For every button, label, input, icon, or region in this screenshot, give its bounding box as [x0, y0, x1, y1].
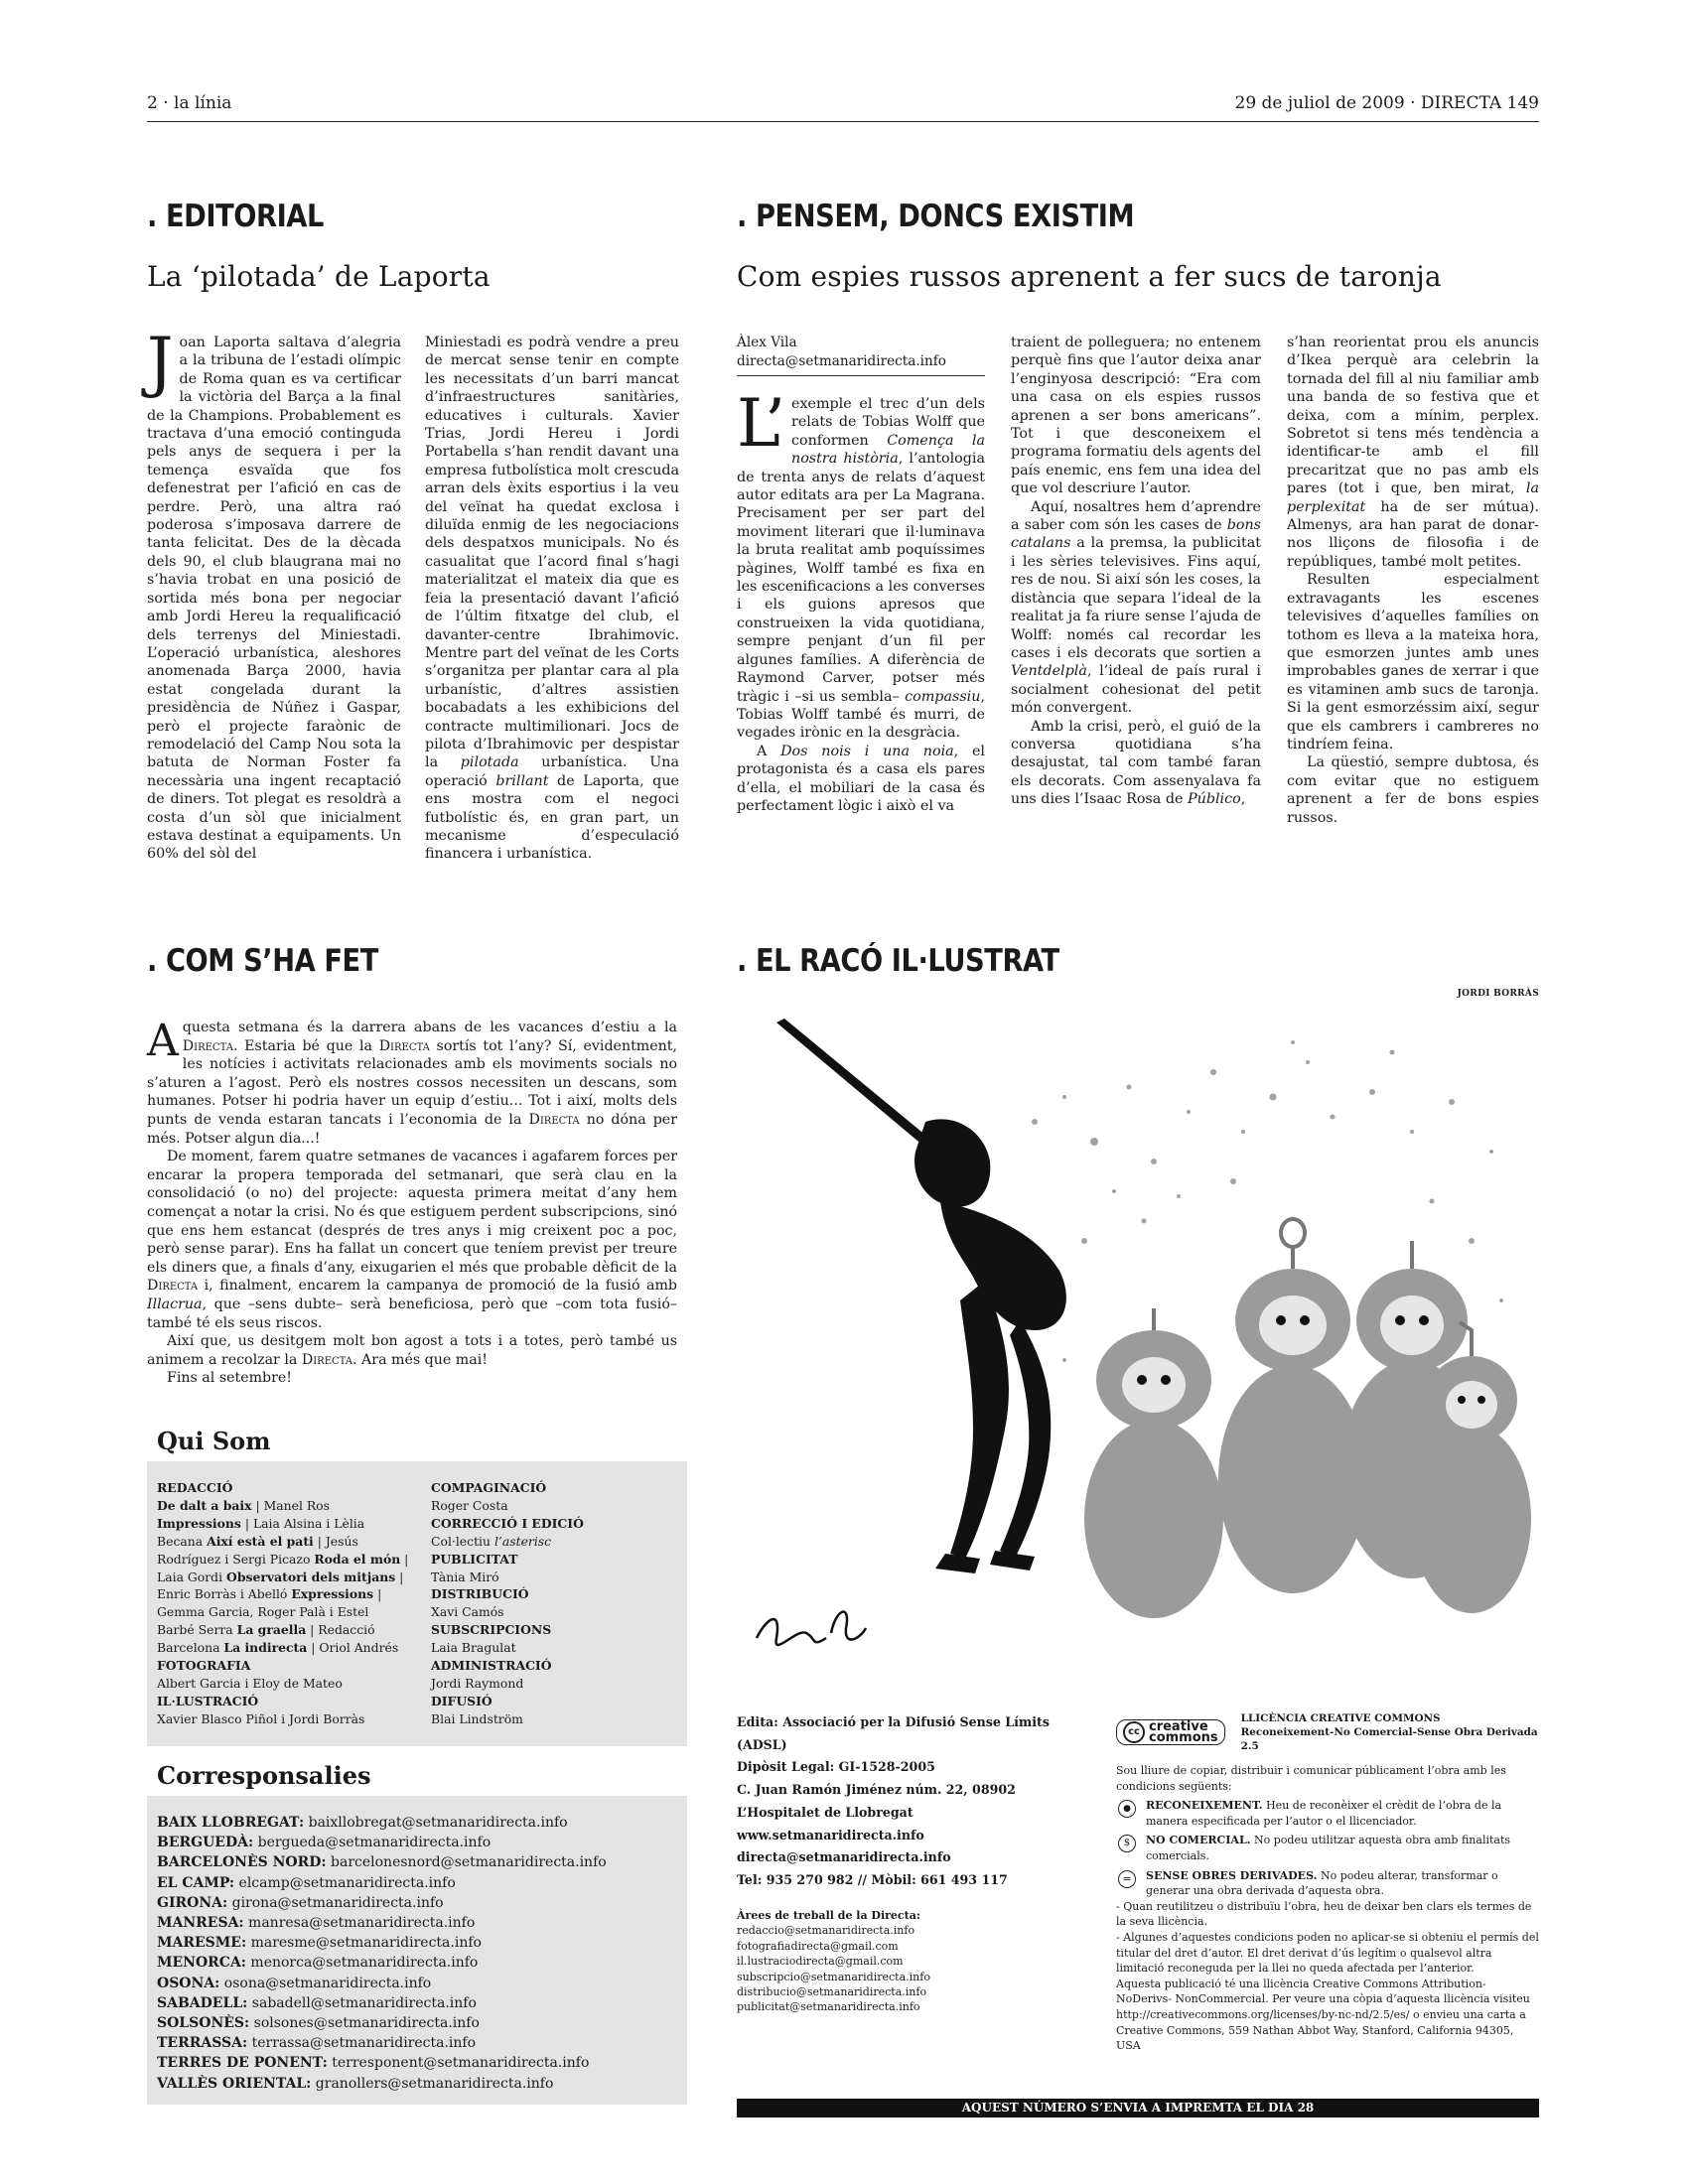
work-area-email[interactable]: publicitat@setmanaridirecta.info: [737, 2000, 920, 2014]
staff-role-heading: PUBLICITAT: [431, 1551, 518, 1567]
corresponsalia-email[interactable]: terrassa@setmanaridirecta.info: [247, 2035, 477, 2052]
staff-line: Barcelona La indirecta | Oriol Andrés: [157, 1640, 399, 1656]
staff-line: Blai Lindström: [431, 1710, 523, 1726]
work-area-email[interactable]: il.lustraciodirecta@gmail.com: [737, 1955, 904, 1969]
corresponsalia-item: GIRONA: girona@setmanaridirecta.info: [157, 1894, 444, 1911]
corresponsalia-email[interactable]: terresponent@setmanaridirecta.info: [327, 2055, 590, 2072]
corresponsalia-email[interactable]: solsones@setmanaridirecta.info: [249, 2015, 480, 2032]
comshafet-body: Aquesta setmana és la darrera abans de les vacances d’estiu a la Directa. Estaria bé que la Directa sortís tot l’any? Sí, evidentment, les notícies i activitats relacionades amb els moviments socials no s’aturen a l’agost. Però els nostres cossos necessiten un descans, som humanes. Potser hi podria haver un equip d’estiu... Tot i així, molts dels punts de venda estaran tancats i l’economia de la Directa no dóna per més. Potser algun dia...! De moment, farem quatre setmanes de vacances i agafarem forces per encarar la propera temporada del setmanari, que serà clau en la consolidació (o no) del projecte: aquesta primera meitat d’any hem començat a notar la crisi. No és que estiguem perdent subscripcions, sinó que ens hem estancat (després de tres anys i mig creixent poc a poc, però sense parar). Ens ha fallat un concert que teníem previst per treure els diners que, a finals d’any, eixugarien el més que probable dèficit de la Directa i, finalment, encarem la campanya de promoció de la fusió amb Illacrua, que –sens dubte– serà beneficiosa, però que –com tota fusió– també té els seus riscos. Així que, us desitgem molt bon agost a tots i a totes, però també us animem a recolzar la Directa. Ara més que mai! Fins al setembre!: [147, 1016, 677, 1387]
corresponsalia-item: BARCELONÈS NORD: barcelonesnord@setmanaridirecta.info: [157, 1854, 607, 1871]
corresponsalia-email[interactable]: granollers@setmanaridirecta.info: [311, 2075, 554, 2092]
corresponsalia-item: SOLSONÈS: solsones@setmanaridirecta.info: [157, 2015, 480, 2032]
drop-cap: L’: [737, 385, 785, 462]
staff-line: Tània Miró: [431, 1569, 499, 1584]
corresponsalia-item: TERRES DE PONENT: terresponent@setmanaridirecta.info: [157, 2055, 590, 2072]
staff-role-heading: SUBSCRIPCIONS: [431, 1622, 552, 1638]
staff-role-heading: DISTRIBUCIÓ: [431, 1586, 529, 1602]
date-issue: 29 de juliol de 2009 · DIRECTA 149: [1234, 93, 1539, 113]
corresponsalia-item: BERGUEDÀ: bergueda@setmanaridirecta.info: [157, 1835, 492, 1851]
illustration-image: [737, 1003, 1539, 1658]
staff-line: Xavi Camós: [431, 1604, 504, 1620]
creative-commons-logo: cc creative commons: [1116, 1719, 1225, 1745]
license-cond-noderivs: = SENSE OBRES DERIVADES. No podeu alterar, transformar o generar una obra derivada d’aquesta obra.: [1116, 1868, 1539, 1899]
staff-role-heading: CORRECCIÓ I EDICIÓ: [431, 1515, 584, 1531]
page-header: [147, 91, 1539, 122]
corresponsalia-item: SABADELL: sabadell@setmanaridirecta.info: [157, 1994, 477, 2011]
cc-icon: cc: [1123, 1721, 1145, 1743]
corresponsalia-email[interactable]: bergueda@setmanaridirecta.info: [253, 1835, 492, 1851]
comshafet-section-title: . COM S’HA FET: [147, 943, 378, 979]
corresponsalies-list: [157, 1813, 683, 2094]
drop-cap: A: [147, 1016, 179, 1066]
license-note-3: Aquesta publicació té una llicència Creative Commons Attribution-NoDerivs- NonCommercial. Per veure una còpia d’aquesta llicència visiteu http://creativecommons.org/licenses/by-nc-nd/2.5/es/ o envieu una carta a Creative Commons, 559 Nathan Abbot Way, Stanford, California 94305, USA: [1116, 1977, 1530, 2053]
corresponsalia-email[interactable]: barcelonesnord@setmanaridirecta.info: [326, 1854, 607, 1871]
corresponsalia-email[interactable]: maresme@setmanaridirecta.info: [246, 1935, 482, 1952]
pensem-section-title: . PENSEM, DONCS EXISTIM: [737, 199, 1135, 234]
artist-signature-icon: [757, 1612, 866, 1645]
publisher-line: www.setmanaridirecta.info: [737, 1827, 924, 1843]
drop-cap: J: [147, 324, 174, 400]
corresponsalies-box: [147, 1755, 687, 2105]
noncommercial-icon: $: [1118, 1835, 1136, 1852]
corresponsalia-item: MANRESA: manresa@setmanaridirecta.info: [157, 1915, 476, 1932]
staff-line: Rodríguez i Sergi Picazo Roda el món |: [157, 1551, 409, 1567]
corresponsalia-item: TERRASSA: terrassa@setmanaridirecta.info: [157, 2035, 477, 2052]
work-area-email[interactable]: redaccio@setmanaridirecta.info: [737, 1924, 915, 1938]
corresponsalia-email[interactable]: girona@setmanaridirecta.info: [227, 1894, 444, 1911]
license-cond-noncommercial: $ NO COMERCIAL. No podeu utilitzar aquesta obra amb finalitats comercials.: [1116, 1833, 1539, 1863]
license-block: [1116, 1711, 1539, 2054]
corresponsalia-email[interactable]: manresa@setmanaridirecta.info: [243, 1915, 476, 1932]
staff-line: Albert Garcia i Eloy de Mateo: [157, 1675, 343, 1691]
license-intro: Sou lliure de copiar, distribuir i comunicar públicament l’obra amb les condicions següents:: [1116, 1764, 1506, 1793]
staff-role-heading: IL·LUSTRACIÓ: [157, 1693, 259, 1708]
publisher-info: [737, 1711, 1074, 1892]
license-cond-attribution: ● RECONEIXEMENT. Heu de reconèixer el crèdit de l’obra de la manera especificada per l’autor o el llicenciador.: [1116, 1798, 1539, 1829]
staff-line: Jordi Raymond: [431, 1675, 524, 1691]
illustrat-section-title: . EL RACÓ IL·LUSTRAT: [737, 943, 1059, 979]
corresponsalia-email[interactable]: osona@setmanaridirecta.info: [219, 1975, 432, 1991]
license-subtitle: Reconeixement-No Comercial-Sense Obra Derivada 2.5: [1240, 1726, 1538, 1752]
work-area-email[interactable]: fotografiadirecta@gmail.com: [737, 1939, 899, 1953]
editorial-headline: La ‘pilotada’ de Laporta: [147, 260, 491, 293]
staff-line: De dalt a baix | Manel Ros: [157, 1497, 331, 1513]
staff-line: Gemma Garcia, Roger Palà i Estel: [157, 1604, 369, 1620]
publisher-line: Tel: 935 270 982 // Mòbil: 661 493 117: [737, 1871, 1008, 1887]
corresponsalia-email[interactable]: baixllobregat@setmanaridirecta.info: [304, 1815, 568, 1831]
license-note-2: - Algunes d’aquestes condicions poden no aplicar-se si obteniu el permís del titular del dret d’autor. El dret derivat d’ús legítim o qualsevol altra limitació reconeguda per la llei no queda afectada per l’anterior.: [1116, 1930, 1539, 1976]
publisher-line: Dipòsit Legal: GI-1528-2005: [737, 1759, 935, 1775]
corresponsalia-item: OSONA: osona@setmanaridirecta.info: [157, 1975, 432, 1991]
pensem-byline: [737, 334, 985, 376]
corresponsalies-title: Corresponsalies: [147, 1755, 687, 1796]
bat-wielding-figure: [776, 1019, 1066, 1573]
corresponsalia-email[interactable]: menorca@setmanaridirecta.info: [245, 1955, 479, 1972]
pensem-column-1: L’ exemple el trec d’un dels relats de Tobias Wolff que conformen Comença la nostra història, l’antologia de trenta anys de relats d’aquest autor editats ara per La Magrana. Precisament per ser part del moviment literari que il·luminava la bruta realitat amb poquíssimes pàgines, Wolff també es fixa en les escenificacions a les converses i els guions apresos que construeixen la vida quotidiana, sempre penjant d’un fil per algunes famílies. A diferència de Raymond Carver, potser més tràgic i –si us sembla– compassiu, Tobias Wolff també és murri, de vegades irònic en la desgràcia. A Dos nois i una noia, el protagonista és a casa els pares d’ella, el mobiliari de la casa és perfectament lògic i això el va: [737, 385, 986, 814]
staff-role-heading: COMPAGINACIÓ: [431, 1480, 547, 1495]
staff-line: Impressions | Laia Alsina i Lèlia: [157, 1515, 365, 1531]
pensem-column-2: traient de polleguera; no entenem perquè fins que l’autor deixa anar l’enginyosa descripció: “Era com una casa on els espies russos aprenen a ser bons americans”. Tot i que desconeixem el programa formatiu dels agents del país enemic, ens fem una idea del que vol descriure l’autor. Aquí, nosaltres hem d’aprendre a saber com són les cases de bons catalans a la premsa, la publicitat i les sèries televisives. Fins aquí, res de nou. Si així són les coses, la distància que separa l’ideal de la realitat ja fa riure sense l’ajuda de Wolff: només cal recordar les cases i els decorats que sortien a Ventdelplà, l’ideal de país rural i socialment cohesionat del petit món convergent. Amb la crisi, però, el guió de la conversa quotidiana s’ha desajustat, tal com també faran els decorats. Com assenyalava fa uns dies l’Isaac Rosa de Público,: [1011, 335, 1261, 808]
license-title: LLICÈNCIA CREATIVE COMMONS: [1240, 1712, 1441, 1724]
qui-som-title: Qui Som: [147, 1421, 687, 1461]
staff-line: Laia Gordi Observatori dels mitjans |: [157, 1569, 404, 1584]
staff-line: Xavier Blasco Piñol i Jordi Borràs: [157, 1710, 365, 1726]
work-area-email[interactable]: distribucio@setmanaridirecta.info: [737, 1985, 927, 1999]
corresponsalia-email[interactable]: elcamp@setmanaridirecta.info: [234, 1874, 456, 1891]
staff-line: Col·lectiu l’asterisc: [431, 1533, 552, 1549]
staff-list-right: [431, 1479, 679, 1728]
corresponsalia-item: BAIX LLOBREGAT: baixllobregat@setmanaridirecta.info: [157, 1815, 568, 1831]
staff-role-heading: FOTOGRAFIA: [157, 1658, 251, 1674]
license-note-1: - Quan reutilitzeu o distribuïu l’obra, heu de deixar ben clars els termes de la seva llicència.: [1116, 1899, 1532, 1929]
noderivs-icon: =: [1118, 1870, 1136, 1888]
staff-role-heading: ADMINISTRACIÓ: [431, 1658, 552, 1674]
corresponsalia-item: VALLÈS ORIENTAL: granollers@setmanaridirecta.info: [157, 2075, 554, 2092]
corresponsalia-item: EL CAMP: elcamp@setmanaridirecta.info: [157, 1874, 456, 1891]
pensem-headline: Com espies russos aprenent a fer sucs de taronja: [737, 260, 1442, 293]
author-name: Àlex Vila: [737, 335, 797, 350]
publisher-line: C. Juan Ramón Jiménez núm. 22, 08902: [737, 1782, 1016, 1798]
staff-line: Becana Així està el pati | Jesús: [157, 1533, 358, 1549]
publisher-line: Edita: Associació per la Difusió Sense Límits (ADSL): [737, 1714, 1050, 1752]
work-area-email[interactable]: subscripcio@setmanaridirecta.info: [737, 1970, 930, 1983]
section-folio: 2 · la línia: [147, 93, 232, 113]
pensem-column-3: s’han reorientat prou els anuncis d’Ikea perquè ara celebrin la tornada del fill al niu familiar amb una banda de so festiva que et deixa, com a mínim, perplex. Sobretot si tens més tendència a identificar-te amb el fill precaritzat que no pas amb els pares (tot i que, ben mirat, la perplexitat ha de ser mútua). Almenys, ara han parat de donar-nos lliçons de filosofia i de repúbliques, també molt petites. Resulten especialment extravagants les escenes televisives d’aquelles famílies on tothom es lleva a la mateixa hora, que esmorzen juntes amb unes improbables ganes de xerrar i que es vitaminen amb sucs de taronja. Si la gent esmorzéssim així, segur que els cambrers i cambreres no tindríem feina. La qüestió, sempre dubtosa, és com evitar que no estiguem aprenent a fer de bons espies russos.: [1287, 335, 1539, 826]
staff-role-heading: REDACCIÓ: [157, 1480, 233, 1495]
work-areas: [737, 1908, 1074, 2015]
teletubbies-group: [1084, 1219, 1531, 1618]
corresponsalia-email[interactable]: sabadell@setmanaridirecta.info: [247, 1994, 477, 2011]
editorial-column-1: Joan Laporta saltava d’alegria a la tribuna de l’estadi olímpic de Roma quan es va certificar la victòria del Barça a la final de la Champions. Probablement es tractava d’una emoció continguda pels anys de sequera i per la temença esvaïda que fos defenestrat per l’afició en cas de perdre. Però, una altra raó poderosa s’imposava darrere de tanta felicitat. Des de la dècada dels 90, el club blaugrana mai no s’havia trobat en una posició de sortida més bona per negociar amb Jordi Hereu la requalificació dels terrenys del Miniestadi. L’operació urbanística, aleshores anomenada Barça 2000, havia estat congelada durant la presidència de Núñez i Gaspar, però el projecte faraònic de remodelació del Camp Nou sota la batuta de Norman Foster fa necessària una ingent recaptació de diners. Tot plegat es resoldrà a costa d’un sòl que inicialment estava destinat a equipaments. Un 60% del sòl del: [147, 324, 401, 863]
corresponsalia-item: MENORCA: menorca@setmanaridirecta.info: [157, 1955, 479, 1972]
author-email[interactable]: directa@setmanaridirecta.info: [737, 353, 946, 369]
staff-line: Laia Bragulat: [431, 1640, 516, 1656]
illustration-credit: JORDI BORRÀS: [1457, 989, 1539, 999]
work-areas-title: Àrees de treball de la Directa:: [737, 1909, 920, 1922]
staff-role-heading: DIFUSIÓ: [431, 1693, 492, 1708]
qui-som-box: [147, 1421, 687, 1746]
print-date-bar: AQUEST NÚMERO S’ENVIA A IMPREMTA EL DIA 28: [737, 2099, 1539, 2117]
staff-line: Barbé Serra La graella | Redacció: [157, 1622, 375, 1638]
publisher-line: directa@setmanaridirecta.info: [737, 1849, 951, 1865]
editorial-section-title: . EDITORIAL: [147, 199, 324, 234]
staff-list-left: [157, 1479, 427, 1728]
editorial-column-2: Miniestadi es podrà vendre a preu de mercat sense tenir en compte les necessitats d’un barri mancat d’infraestructures sanitàries, educatives i culturals. Xavier Trias, Jordi Hereu i Jordi Portabella s’han rendit davant una empresa futbolística molt crescuda arran dels èxits esportius i la veu del veïnat ha quedat exclosa i diluïda enmig de les negociacions dels despatxos municipals. No és casualitat que l’acord final s’hagi materialitzat el mateix dia que es feia la presentació davant l’afició de l’últim fitxatge del club, el davanter-centre Ibrahimovic. Mentre part del veïnat de les Corts s’organitza per plantar cara al pla urbanístic, d’altres assistien bocabadats a les exhibicions del contracte multimilionari. Jocs de pilota d’Ibrahimovic per despistar la pilotada urbanística. Una operació brillant de Laporta, que ens mostra com el negoci futbolístic és, en gran part, un mecanisme d’especulació financera i urbanística.: [425, 335, 679, 863]
staff-line: Enric Borràs i Abelló Expressions |: [157, 1586, 382, 1602]
corresponsalia-item: MARESME: maresme@setmanaridirecta.info: [157, 1935, 482, 1952]
attribution-icon: ●: [1118, 1800, 1136, 1818]
publisher-line: L’Hospitalet de Llobregat: [737, 1804, 914, 1820]
staff-line: Roger Costa: [431, 1497, 508, 1513]
